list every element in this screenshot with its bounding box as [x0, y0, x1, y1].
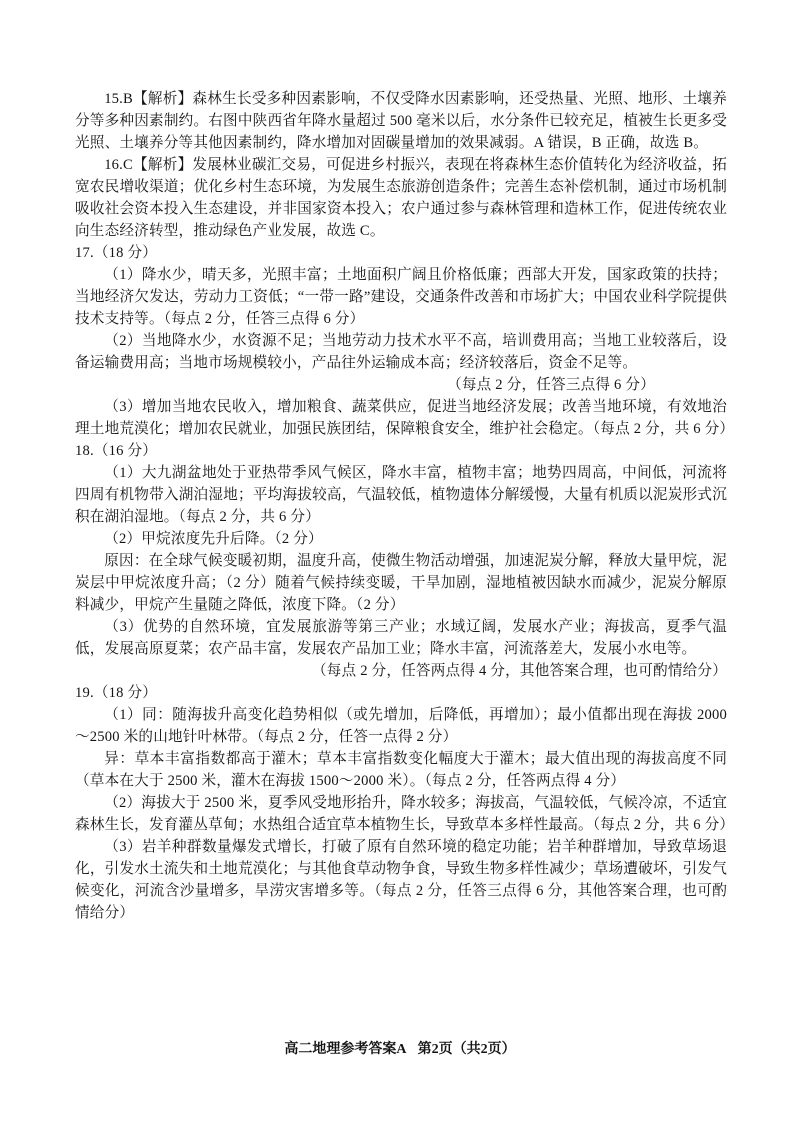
page-footer — [0, 1038, 800, 1058]
paragraph: （3）岩羊种群数量爆发式增长，打破了原有自然环境的稳定功能；岩羊种群增加，导致草场退化，引发水土流失和土地荒漠化；与其他食草动物争食，导致生物多样性减少；草场遭破坏，引发气候变化，河流含沙量增多，旱涝灾害增多等。（每点 2 分，任答三点得 6 分，其他答案合理，也可酌情给分） — [75, 839, 727, 921]
paragraph: 19.（18 分） — [75, 685, 158, 701]
paragraph: 异：草本丰富指数都高于灌木；草本丰富指数变化幅度大于灌木；最大值出现的海拔高度不同（草本在大于 2500 米，灌木在海拔 1500～2000 米）。（每点 2 分，任答两点得 4 分） — [75, 751, 727, 789]
paragraph: 15.B【解析】森林生长受多种因素影响，不仅受降水因素影响，还受热量、光照、地形、土壤养分等多种因素制约。右图中陕西省年降水量超过 500 毫米以后，水分条件已较充足，植被生长更多受光照、土壤养分等其他因素制约，降水增加对固碳量增加的效果减弱。A 错误，B 正确，故选 B。 — [75, 91, 727, 151]
paragraph: （每点 2 分，任答三点得 6 分） — [447, 377, 655, 393]
paragraph: （3）增加当地农民收入，增加粮食、蔬菜供应，促进当地经济发展；改善当地环境，有效地治理土地荒漠化；增加农民就业，加强民族团结，保障粮食安全，维护社会稳定。（每点 2 分，共 6 分） — [75, 399, 735, 437]
paragraph: （1）同：随海拔升高变化趋势相似（或先增加，后降低，再增加）；最小值都出现在海拔 2000～2500 米的山地针叶林带。（每点 2 分，任答一点得 2 分） — [75, 707, 727, 745]
paragraph: 16.C【解析】发展林业碳汇交易，可促进乡村振兴，表现在将森林生态价值转化为经济收益，拓宽农民增收渠道；优化乡村生态环境，为发展生态旅游创造条件；完善生态补偿机制，通过市场机制吸收社会资本投入生态建设，并非国家资本投入；农户通过参与森林管理和造林工作，促进传统农业向生态经济转型，推动绿色产业发展，故选 C。 — [75, 157, 727, 239]
paragraph: 17.（18 分） — [75, 245, 158, 261]
footer-page-info: 第2页（共2页） — [417, 1042, 516, 1057]
paragraph: （2）海拔大于 2500 米，夏季风受地形抬升，降水较多；海拔高，气温较低，气候冷凉，不适宜森林生长，发育灌丛草甸；水热组合适宜草本植物生长，导致草本多样性最高。（每点 2 分，共 6 分） — [75, 795, 735, 833]
paragraph: （1）大九湖盆地处于亚热带季风气候区，降水丰富，植物丰富；地势四周高，中间低，河流将四周有机物带入湖泊湿地；平均海拔较高，气温较低，植物遗体分解缓慢，大量有机质以泥炭形式沉积在湖泊湿地。（每点 2 分，共 6 分） — [75, 465, 727, 525]
paragraph: 原因：在全球气候变暖初期，温度升高，使微生物活动增强，加速泥炭分解，释放大量甲烷，泥炭层中甲烷浓度升高；（2 分）随着气候持续变暖，干旱加剧，湿地植被因缺水而减少，泥炭分解原料减少，甲烷产生量随之降低，浓度下降。（2 分） — [75, 553, 727, 613]
paragraph: （3）优势的自然环境，宜发展旅游等第三产业；水域辽阔，发展水产业；海拔高，夏季气温低，发展高原夏菜；农产品丰富，发展农产品加工业；降水丰富，河流落差大，发展小水电等。 — [75, 619, 727, 657]
paragraph: （1）降水少，晴天多，光照丰富；土地面积广阔且价格低廉；西部大开发，国家政策的扶持；当地经济欠发达，劳动力工资低；“一带一路”建设，交通条件改善和市场扩大；中国农业科学院提供技术支持等。（每点 2 分，任答三点得 6 分） — [75, 267, 727, 327]
paragraph: 18.（16 分） — [75, 443, 158, 459]
paragraph: （每点 2 分，任答两点得 4 分，其他答案合理，也可酌情给分） — [311, 663, 727, 679]
paragraph: （2）甲烷浓度先升后降。（2 分） — [104, 531, 323, 547]
footer-title: 高二地理参考答案A — [284, 1042, 407, 1057]
paragraph: （2）当地降水少，水资源不足；当地劳动力技术水平不高，培训费用高；当地工业较落后，设备运输费用高；当地市场规模较小，产品往外运输成本高；经济较落后，资金不足等。 — [75, 333, 727, 371]
answer-content — [75, 88, 735, 924]
